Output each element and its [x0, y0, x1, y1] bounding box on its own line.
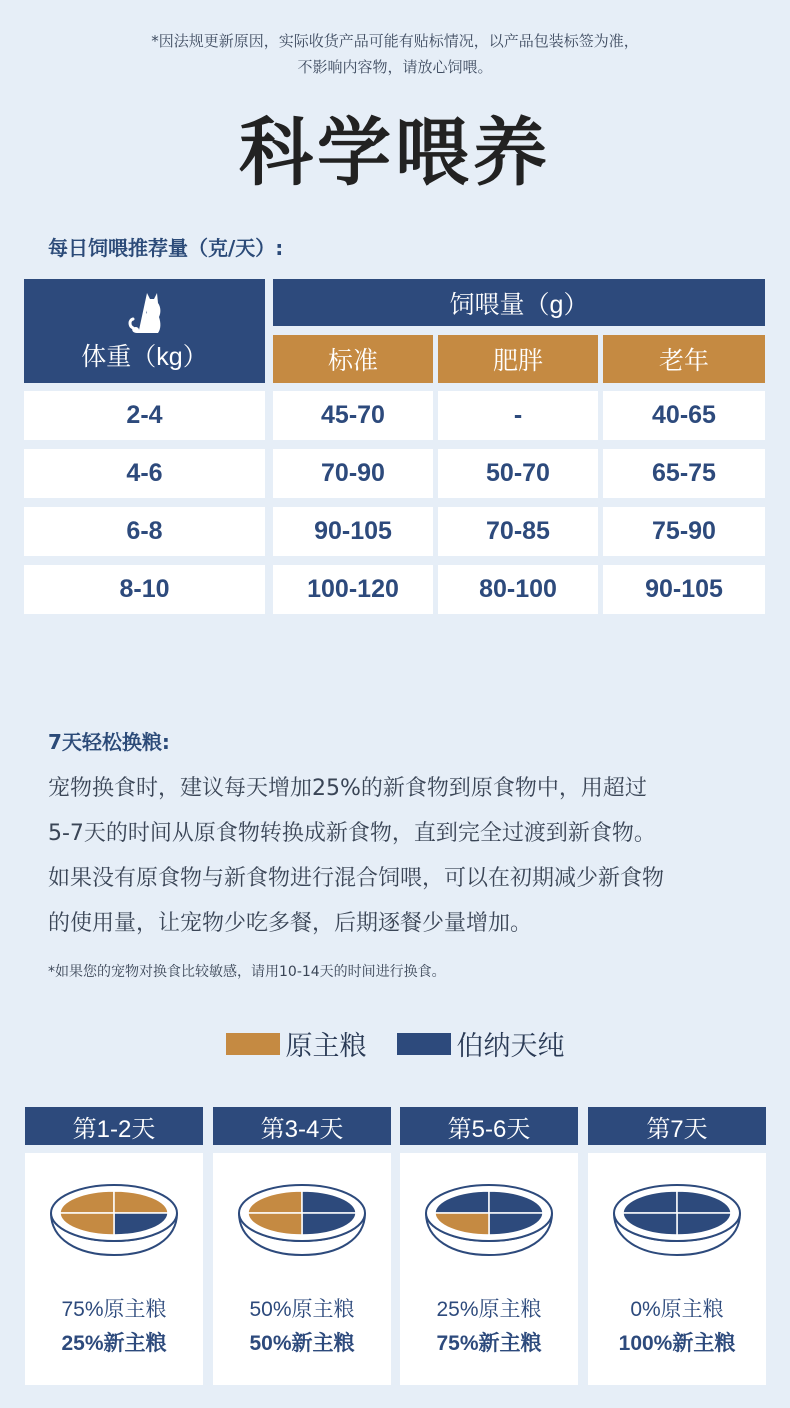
food-bowl-icon — [610, 1183, 744, 1263]
row-2-senior: 65-75 — [603, 449, 765, 498]
row-4-standard: 100-120 — [273, 565, 433, 614]
day-card-title: 第7天 — [588, 1107, 766, 1145]
row-4-senior: 90-105 — [603, 565, 765, 614]
old-food-percent: 50%原主粮 — [249, 1298, 355, 1321]
feeding-section-label: 每日饲喂推荐量（克/天）: — [48, 236, 284, 260]
row-2-obese: 50-70 — [438, 449, 598, 498]
row-3-weight: 6-8 — [24, 507, 265, 556]
row-1-standard: 45-70 — [273, 391, 433, 440]
transition-line-3: 如果没有原食物与新食物进行混合饲喂，可以在初期减少新食物 — [48, 866, 665, 891]
row-2-weight: 4-6 — [24, 449, 265, 498]
legend-new-label: 伯纳天纯 — [456, 1031, 565, 1062]
new-food-percent: 50%新主粮 — [249, 1332, 355, 1355]
new-food-percent: 75%新主粮 — [436, 1332, 542, 1355]
food-bowl-icon — [422, 1183, 556, 1263]
food-bowl-icon — [235, 1183, 369, 1263]
page-title: 科学喂养 — [239, 110, 551, 196]
cat-icon — [123, 289, 167, 335]
swatch-new-food — [397, 1033, 451, 1055]
legend-old-food — [226, 1024, 367, 1063]
row-4-weight: 8-10 — [24, 565, 265, 614]
notice-line-1: *因法规更新原因，实际收货产品可能有贴标情况，以产品包装标签为准， — [151, 32, 639, 50]
day-card-body — [213, 1153, 391, 1385]
day-card — [400, 1107, 578, 1385]
row-1-obese: - — [438, 391, 598, 440]
weight-header-label: 体重（kg） — [81, 343, 208, 371]
day-card — [588, 1107, 766, 1385]
legend-new-food — [397, 1024, 565, 1063]
transition-line-2: 5-7天的时间从原食物转换成新食物，直到完全过渡到新食物。 — [48, 821, 656, 846]
label-notice — [0, 28, 790, 80]
row-3-senior: 75-90 — [603, 507, 765, 556]
row-2-standard: 70-90 — [273, 449, 433, 498]
transition-paragraph — [48, 766, 748, 946]
row-1-senior: 40-65 — [603, 391, 765, 440]
notice-line-2: 不影响内容物，请放心饲喂。 — [297, 58, 493, 76]
row-4-obese: 80-100 — [438, 565, 598, 614]
new-food-percent: 25%新主粮 — [61, 1332, 167, 1355]
transition-line-1: 宠物换食时，建议每天增加25%的新食物到原食物中，用超过 — [48, 776, 647, 801]
day-card — [213, 1107, 391, 1385]
new-food-percent: 100%新主粮 — [618, 1332, 736, 1355]
day-card-title: 第1-2天 — [25, 1107, 203, 1145]
row-1-weight: 2-4 — [24, 391, 265, 440]
weight-header-cell — [24, 279, 265, 383]
row-3-obese: 70-85 — [438, 507, 598, 556]
old-food-percent: 0%原主粮 — [630, 1298, 724, 1321]
day-card-body — [25, 1153, 203, 1385]
old-food-percent: 75%原主粮 — [61, 1298, 167, 1321]
row-3-standard: 90-105 — [273, 507, 433, 556]
day-card-title: 第3-4天 — [213, 1107, 391, 1145]
transition-note: *如果您的宠物对换食比较敏感，请用10-14天的时间进行换食。 — [48, 964, 446, 980]
legend-old-label: 原主粮 — [285, 1031, 367, 1062]
legend — [0, 1024, 790, 1063]
day-card-body — [400, 1153, 578, 1385]
transition-section-label: 7天轻松换粮: — [48, 730, 170, 754]
column-standard: 标准 — [273, 335, 433, 383]
food-bowl-icon — [47, 1183, 181, 1263]
amount-header: 饲喂量（g） — [273, 279, 765, 326]
column-obese: 肥胖 — [438, 335, 598, 383]
day-card-body — [588, 1153, 766, 1385]
day-card-title: 第5-6天 — [400, 1107, 578, 1145]
swatch-old-food — [226, 1033, 280, 1055]
old-food-percent: 25%原主粮 — [436, 1298, 542, 1321]
day-card — [25, 1107, 203, 1385]
transition-line-4: 的使用量，让宠物少吃多餐，后期逐餐少量增加。 — [48, 911, 533, 936]
column-senior: 老年 — [603, 335, 765, 383]
